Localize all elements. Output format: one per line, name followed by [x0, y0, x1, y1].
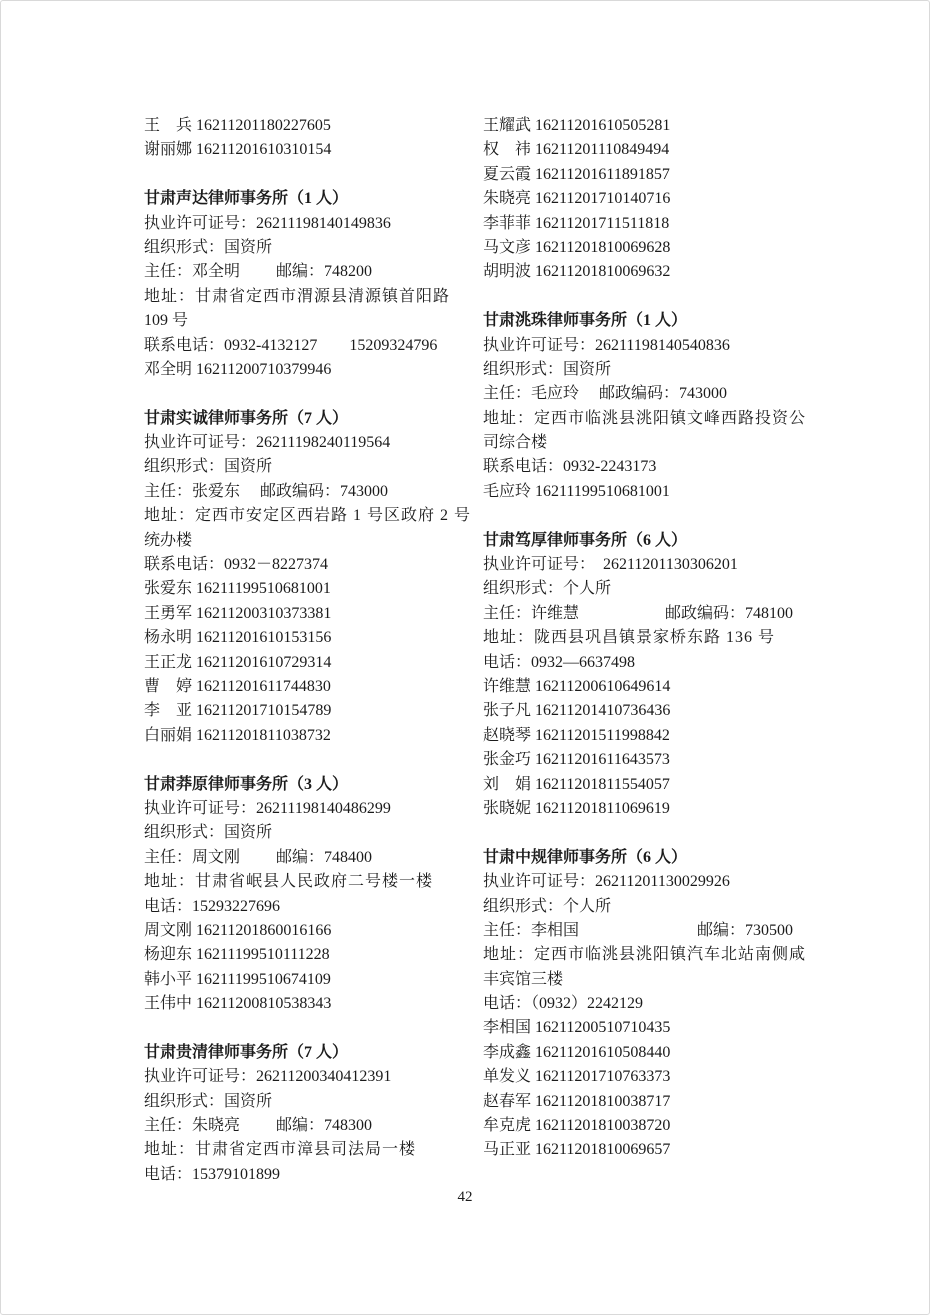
info-line: 电话：15293227696 — [144, 897, 281, 915]
postcode-label: 邮政编码：748100 — [664, 604, 793, 622]
lawyer-entry: 张晓妮 16211201811069619 — [483, 799, 670, 817]
lawyer-entry: 赵晓琴 16211201511998842 — [483, 726, 670, 744]
info-line: 地址：甘肃省定西市漳县司法局一楼 — [144, 1141, 417, 1159]
lawyer-entry: 胡明波 16211201810069632 — [483, 263, 671, 281]
right-column — [483, 114, 807, 1163]
info-line: 地址：陇西县巩昌镇景家桥东路 136 号 — [483, 629, 776, 647]
info-line: 联系电话：0932-4132127 15209324796 — [144, 336, 438, 354]
lawyer-entry: 杨永明 16211201610153156 — [144, 629, 332, 647]
info-line: 电话：0932—6637498 — [483, 653, 636, 671]
info-line — [483, 919, 793, 943]
info-line: 地址：甘肃省岷县人民政府二号楼一楼 — [144, 873, 434, 891]
lawyer-entry: 王勇军 16211200310373381 — [144, 604, 332, 622]
info-line: 执业许可证号：26211198140540836 — [483, 336, 730, 354]
lawyer-entry: 李菲菲 16211201711511818 — [483, 214, 670, 232]
lawyer-entry: 牟克虎 16211201810038720 — [483, 1117, 671, 1135]
lawyer-entry: 王耀武 16211201610505281 — [483, 117, 671, 134]
lawyer-entry: 杨迎东 16211199510111228 — [144, 946, 330, 964]
lawyer-entry: 马正亚 16211201810069657 — [483, 1141, 671, 1159]
info-line: 主任：朱晓亮 邮编：748300 — [144, 1117, 373, 1135]
firm-section — [483, 846, 807, 1163]
lawyer-entry: 刘 娟 16211201811554057 — [483, 775, 670, 793]
info-line: 主任：周文刚 邮编：748400 — [144, 848, 373, 866]
lawyer-entry: 曹 婷 16211201611744830 — [144, 677, 331, 695]
firm-heading: 甘肃莽原律师事务所（3 人） — [144, 775, 349, 793]
info-line: 组织形式：国资所 — [144, 1092, 273, 1110]
info-line: 地址：定西市安定区西岩路 1 号区政府 2 号 — [144, 507, 472, 525]
postcode-label: 邮编：730500 — [696, 921, 793, 939]
info-line: 组织形式：国资所 — [483, 360, 612, 378]
lawyer-entry: 张子凡 16211201410736436 — [483, 702, 671, 720]
lawyer-entry: 王 兵 16211201180227605 — [144, 117, 331, 134]
left-column — [144, 114, 472, 1187]
info-line — [483, 602, 793, 626]
lawyer-entry: 朱晓亮 16211201710140716 — [483, 190, 671, 208]
lawyer-entry: 李 亚 16211201710154789 — [144, 702, 332, 720]
firm-heading: 甘肃贵清律师事务所（7 人） — [144, 1043, 349, 1061]
lawyer-entry: 赵春军 16211201810038717 — [483, 1092, 671, 1110]
info-line: 电话：（0932）2242129 — [483, 995, 644, 1013]
info-line: 执业许可证号：26211198140149836 — [144, 214, 391, 232]
lawyer-entry: 王伟中 16211200810538343 — [144, 995, 332, 1013]
firm-section — [144, 407, 472, 748]
lawyer-list-section — [144, 114, 446, 163]
info-line: 联系电话：0932-2243173 — [483, 458, 657, 476]
firm-section — [144, 1041, 446, 1187]
lawyer-entry: 单发义 16211201710763373 — [483, 1068, 671, 1086]
page-number: 42 — [457, 1189, 473, 1205]
lawyer-list-section — [483, 114, 793, 285]
info-line: 地址：定西市临洮县洮阳镇文峰西路投资公 — [483, 409, 807, 427]
lawyer-entry: 白丽娟 16211201811038732 — [144, 726, 331, 744]
lawyer-entry: 李相国 16211200510710435 — [483, 1019, 671, 1037]
lawyer-entry: 李成鑫 16211201610508440 — [483, 1043, 671, 1061]
firm-section — [144, 187, 451, 382]
firm-heading: 甘肃洮珠律师事务所（1 人） — [483, 312, 688, 330]
info-line: 执业许可证号： 26211201130306201 — [483, 556, 738, 574]
info-line: 司综合楼 — [483, 434, 548, 452]
firm-section — [483, 309, 807, 504]
lawyer-entry: 毛应玲 16211199510681001 — [483, 482, 670, 500]
firm-heading: 甘肃中规律师事务所（6 人） — [483, 848, 688, 866]
info-line: 组织形式：个人所 — [483, 897, 612, 915]
lawyer-entry: 张金巧 16211201611643573 — [483, 751, 670, 769]
lawyer-entry: 夏云霞 16211201611891857 — [483, 165, 670, 183]
lawyer-entry: 邓全明 16211200710379946 — [144, 360, 332, 378]
info-line: 执业许可证号：26211198140486299 — [144, 799, 391, 817]
info-line: 组织形式：个人所 — [483, 580, 612, 598]
info-line: 丰宾馆三楼 — [483, 970, 564, 988]
firm-section — [144, 773, 446, 1017]
info-line: 主任：张爱东 邮政编码：743000 — [144, 482, 389, 500]
lawyer-entry: 许维慧 16211200610649614 — [483, 677, 671, 695]
info-line: 组织形式：国资所 — [144, 238, 273, 256]
info-line: 执业许可证号：26211200340412391 — [144, 1068, 392, 1086]
director-label: 主任：许维慧 — [483, 604, 580, 622]
lawyer-entry: 韩小平 16211199510674109 — [144, 970, 331, 988]
lawyer-entry: 马文彦 16211201810069628 — [483, 238, 671, 256]
lawyer-entry: 周文刚 16211201860016166 — [144, 921, 332, 939]
info-line: 电话：15379101899 — [144, 1165, 281, 1183]
director-label: 主任：李相国 — [483, 921, 580, 939]
firm-heading: 甘肃实诚律师事务所（7 人） — [144, 409, 349, 427]
info-line: 主任：邓全明 邮编：748200 — [144, 263, 373, 281]
lawyer-entry: 谢丽娜 16211201610310154 — [144, 141, 332, 159]
info-line: 主任：毛应玲 邮政编码：743000 — [483, 385, 728, 403]
lawyer-entry: 王正龙 16211201610729314 — [144, 653, 332, 671]
firm-heading: 甘肃笃厚律师事务所（6 人） — [483, 531, 688, 549]
info-line: 109 号 — [144, 312, 189, 330]
info-line: 地址：甘肃省定西市渭源县清源镇首阳路 — [144, 287, 451, 305]
lawyer-entry: 权 祎 16211201110849494 — [483, 141, 670, 159]
firm-section — [483, 529, 793, 822]
lawyer-entry: 张爱东 16211199510681001 — [144, 580, 331, 598]
info-line: 执业许可证号：26211201130029926 — [483, 873, 730, 891]
firm-heading: 甘肃声达律师事务所（1 人） — [144, 190, 349, 208]
info-line: 执业许可证号：26211198240119564 — [144, 434, 391, 452]
info-line: 联系电话：0932－8227374 — [144, 556, 329, 574]
info-line: 组织形式：国资所 — [144, 458, 273, 476]
info-line: 统办楼 — [144, 531, 193, 549]
info-line: 地址：定西市临洮县洮阳镇汽车北站南侧咸 — [483, 946, 807, 964]
info-line: 组织形式：国资所 — [144, 824, 273, 842]
